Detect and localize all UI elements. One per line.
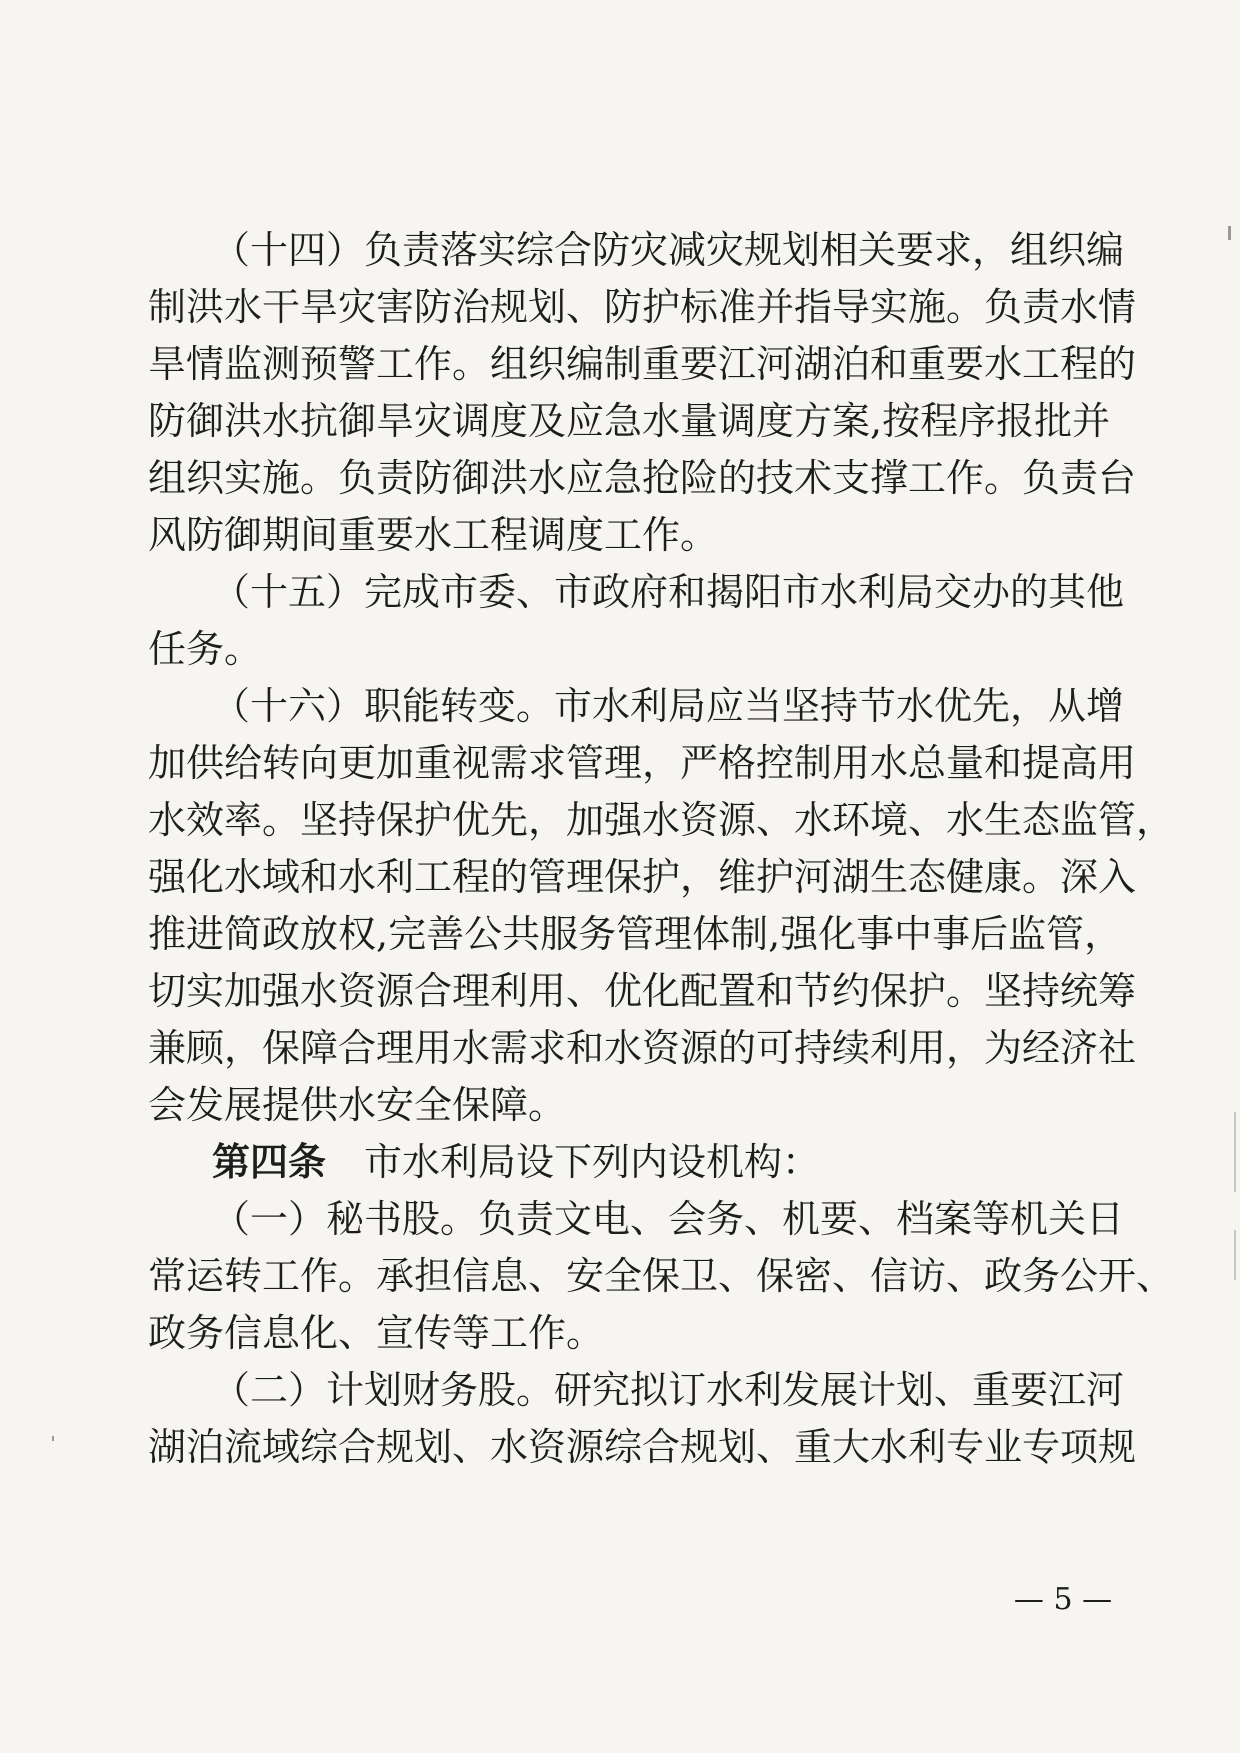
text-line: 推进简政放权,完善公共服务管理体制,强化事中事后监管，	[148, 912, 1123, 956]
text-line: 旱情监测预警工作。组织编制重要江河湖泊和重要水工程的	[148, 342, 1137, 386]
text-line: 常运转工作。承担信息、安全保卫、保密、信访、政务公开、	[148, 1254, 1175, 1298]
text-line: 水效率。坚持保护优先，加强水资源、水环境、水生态监管，	[148, 798, 1175, 842]
text-line: 湖泊流域综合规划、水资源综合规划、重大水利专业专项规	[148, 1425, 1137, 1469]
scan-artifact	[1228, 226, 1231, 240]
text-line: 风防御期间重要水工程调度工作。	[148, 513, 719, 557]
text-line: （十五）完成市委、市政府和揭阳市水利局交办的其他	[212, 570, 1125, 614]
text-line: 切实加强水资源合理利用、优化配置和节约保护。坚持统筹	[148, 969, 1137, 1013]
article-heading: 第四条	[212, 1140, 327, 1184]
text-line: 组织实施。负责防御洪水应急抢险的技术支撑工作。负责台	[148, 456, 1137, 500]
scan-artifact	[52, 1436, 54, 1441]
page-number: — 5 —	[1013, 1582, 1113, 1617]
scan-artifact	[1234, 1230, 1236, 1280]
text-line: 兼顾，保障合理用水需求和水资源的可持续利用，为经济社	[148, 1026, 1137, 1070]
text-line: 任务。	[148, 627, 263, 671]
text-line: 政务信息化、宣传等工作。	[148, 1311, 605, 1355]
article-text: 市水利局设下列内设机构：	[364, 1140, 821, 1184]
text-line: （十四）负责落实综合防灾减灾规划相关要求，组织编	[212, 228, 1125, 272]
article-4	[0, 1130, 1240, 1194]
scan-artifact	[1234, 1112, 1236, 1192]
text-line: 会发展提供水安全保障。	[148, 1083, 567, 1127]
text-line: （一）秘书股。负责文电、会务、机要、档案等机关日	[212, 1197, 1125, 1241]
text-line: 制洪水干旱灾害防治规划、防护标准并指导实施。负责水情	[148, 285, 1137, 329]
text-line: （二）计划财务股。研究拟订水利发展计划、重要江河	[212, 1368, 1125, 1412]
text-line: 防御洪水抗御旱灾调度及应急水量调度方案,按程序报批并	[148, 399, 1111, 443]
text-line: （十六）职能转变。市水利局应当坚持节水优先，从增	[212, 684, 1125, 728]
text-line: 强化水域和水利工程的管理保护，维护河湖生态健康。深入	[148, 855, 1137, 899]
text-line: 加供给转向更加重视需求管理，严格控制用水总量和提高用	[148, 741, 1137, 785]
